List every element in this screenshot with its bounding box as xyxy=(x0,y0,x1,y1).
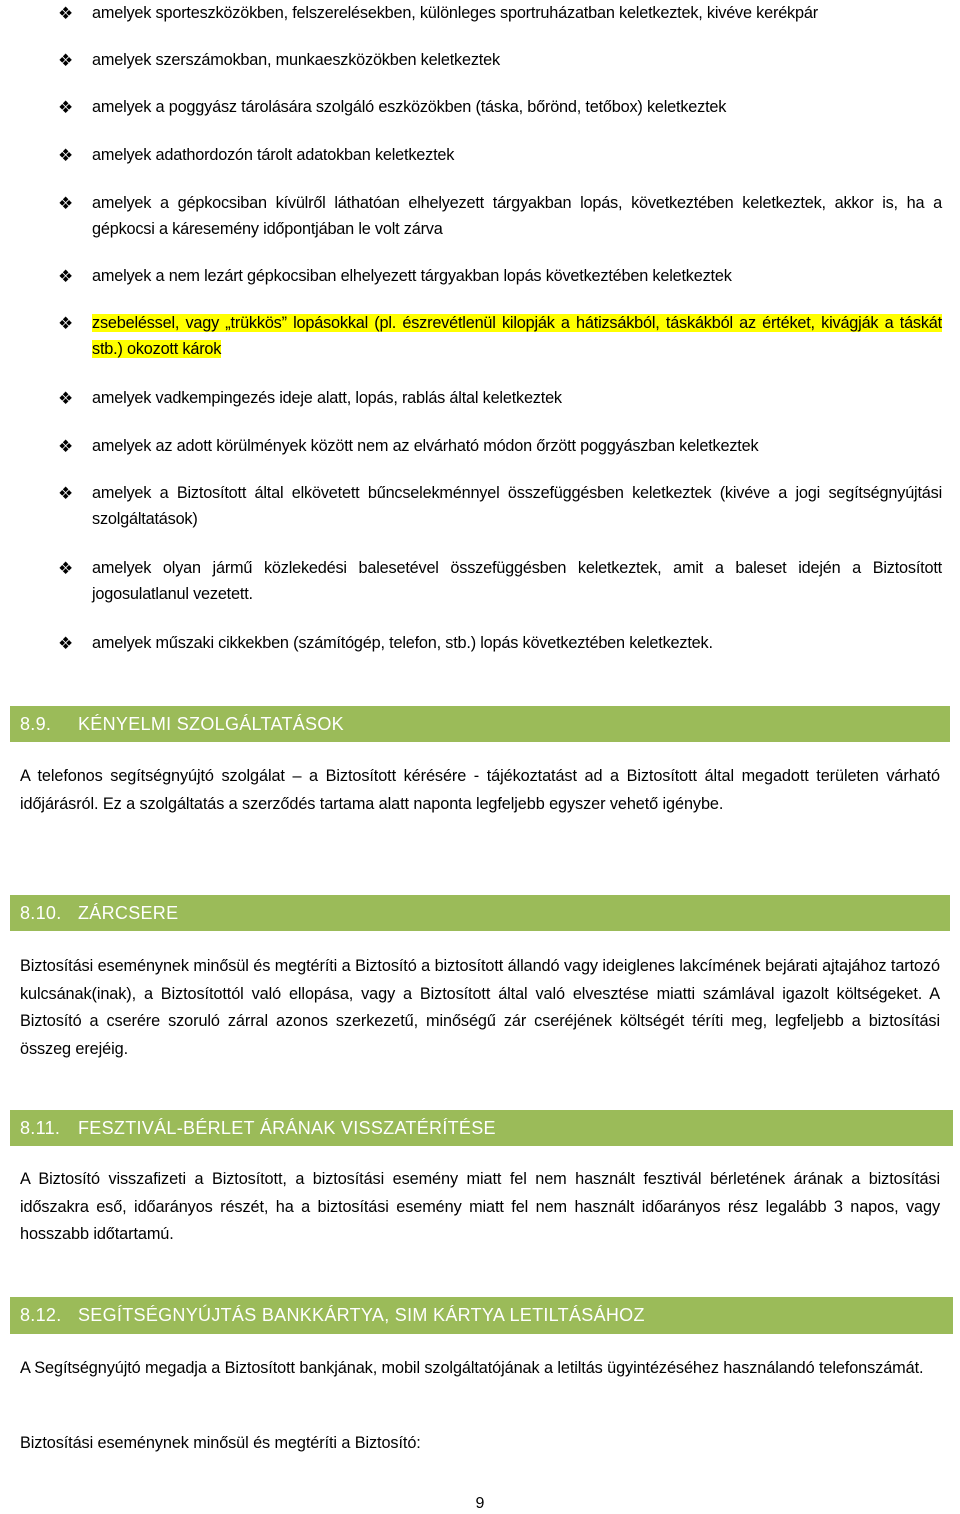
section-title: ZÁRCSERE xyxy=(78,902,179,923)
section-heading-8-12 xyxy=(10,1297,953,1334)
diamond-bullet-icon: ❖ xyxy=(58,4,74,23)
section-number: 8.12. xyxy=(20,1305,62,1325)
list-item: amelyek műszaki cikkekben (számítógép, telefon, stb.) lopás következtében keletkeztek. xyxy=(92,634,713,652)
diamond-bullet-icon: ❖ xyxy=(58,267,74,286)
list-item: amelyek a Biztosított által elkövetett bűncselekménnyel összefüggésben keletkeztek (kivéve a jogi segítségnyújtási szolgáltatások) xyxy=(92,484,942,528)
list-item-highlighted xyxy=(92,310,942,362)
diamond-bullet-icon: ❖ xyxy=(58,559,74,578)
section-title: SEGÍTSÉGNYÚJTÁS BANKKÁRTYA, SIM KÁRTYA LETILTÁSÁHOZ xyxy=(78,1305,645,1325)
list-item: amelyek sporteszközökben, felszerelésekben, különleges sportruházatban keletkeztek, kivéve kerékpár xyxy=(92,4,818,22)
page-number: 9 xyxy=(475,1495,485,1512)
section-number: 8.10. xyxy=(20,902,62,923)
diamond-bullet-icon: ❖ xyxy=(58,51,74,70)
diamond-bullet-icon: ❖ xyxy=(58,484,74,503)
section-heading-8-9 xyxy=(10,706,950,742)
section-number: 8.9. xyxy=(20,713,52,734)
list-item: amelyek szerszámokban, munkaeszközökben keletkeztek xyxy=(92,51,500,69)
section-heading-8-11 xyxy=(10,1110,953,1146)
section-paragraph: A Biztosító visszafizeti a Biztosított, a biztosítási esemény miatt fel nem használt fesztivál bérletének árának a biztosítási időszakra eső, időarányos részét, ha a biztosítási esemény miatt fel nem használt időarányos rész legalább 3 napos, vagy hosszabb időtartamú. xyxy=(20,1170,940,1243)
section-title: FESZTIVÁL-BÉRLET ÁRÁNAK VISSZATÉRÍTÉSE xyxy=(78,1117,496,1138)
section-paragraph: Biztosítási eseménynek minősül és megtéríti a Biztosító a biztosított állandó vagy ideiglenes lakcímének bejárati ajtajához tartozó kulcsának(inak), a Biztosítottól való ellopása, vagy a Biztosított által való elvesztése miatti számlával igazolt költségeket. A Biztosító a cserére szoruló zárral azonos szerkezetű, minőségű zár cseréjének költségét téríti meg, legfeljebb a biztosítási összeg erejéig. xyxy=(20,957,940,1058)
diamond-bullet-icon: ❖ xyxy=(58,98,74,117)
list-item: amelyek vadkempingezés ideje alatt, lopás, rablás által keletkeztek xyxy=(92,389,562,407)
highlighted-text: zsebeléssel, vagy „trükkös” lopásokkal (pl. észrevétlenül kilopják a hátizsákból, táskákból az értéket, kivágják a táskát stb.) okozott károk xyxy=(92,314,942,358)
section-paragraph: Biztosítási eseménynek minősül és megtéríti a Biztosító: xyxy=(20,1434,421,1452)
section-paragraph: A Segítségnyújtó megadja a Biztosított bankjának, mobil szolgáltatójának a letiltás ügyintézéséhez használandó telefonszámát. xyxy=(20,1359,924,1377)
diamond-bullet-icon: ❖ xyxy=(58,389,74,408)
list-item: amelyek adathordozón tárolt adatokban keletkeztek xyxy=(92,146,455,164)
section-paragraph: A telefonos segítségnyújtó szolgálat – a Biztosított kérésére - tájékoztatást ad a Biztosított által megadott területen várható időjárásról. Ez a szolgáltatás a szerződés tartama alatt naponta legfeljebb egyszer vehető igénybe. xyxy=(20,767,940,813)
diamond-bullet-icon: ❖ xyxy=(58,146,74,165)
section-number: 8.11. xyxy=(20,1117,61,1138)
list-item: amelyek az adott körülmények között nem az elvárható módon őrzött poggyászban keletkeztek xyxy=(92,437,759,455)
diamond-bullet-icon: ❖ xyxy=(58,314,74,333)
diamond-bullet-icon: ❖ xyxy=(58,194,74,213)
list-item: amelyek a poggyász tárolására szolgáló eszközökben (táska, bőrönd, tetőbox) keletkeztek xyxy=(92,98,727,116)
list-item: amelyek a gépkocsiban kívülről láthatóan elhelyezett tárgyakban lopás, következtében keletkeztek, akkor is, ha a gépkocsi a káresemény időpontjában le volt zárva xyxy=(92,194,942,238)
list-item: amelyek olyan jármű közlekedési balesetével összefüggésben keletkeztek, amit a baleset idején a Biztosított jogosulatlanul vezetett. xyxy=(92,559,942,603)
diamond-bullet-icon: ❖ xyxy=(58,437,74,456)
section-heading-8-10 xyxy=(10,895,950,931)
list-item: amelyek a nem lezárt gépkocsiban elhelyezett tárgyakban lopás következtében keletkeztek xyxy=(92,267,732,285)
diamond-bullet-icon: ❖ xyxy=(58,634,74,653)
section-title: KÉNYELMI SZOLGÁLTATÁSOK xyxy=(78,713,344,734)
